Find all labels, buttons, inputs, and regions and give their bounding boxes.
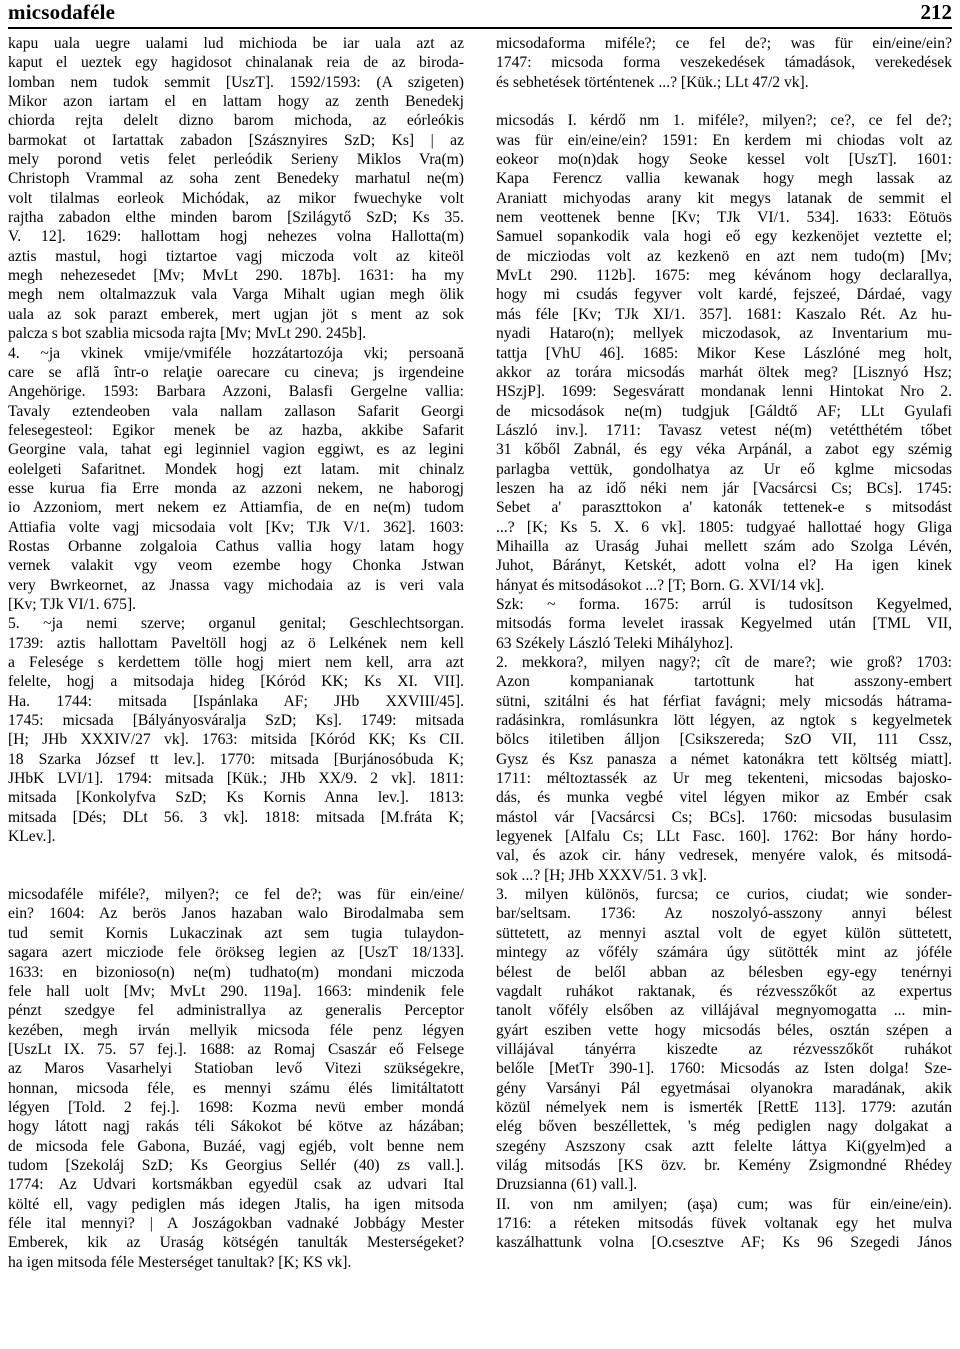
text-line: 18 Szarka József tt lev.]. 1770: mitsada [Burjánosóbuda K; <box>8 750 464 768</box>
text-line: és sebhetések történtenek ...? [Kük.; LLt 47/2 vk]. <box>496 73 809 91</box>
text-line: HSzjP]. 1699: Segesváratt mondanak lenni Hintokat Nro 2. <box>496 383 952 401</box>
text-line: Mihailla az Uraság Juhai mellett szám ado Szolga Lévén, <box>496 537 952 555</box>
text-line: 63 Székely László Teleki Mihályhoz]. <box>496 634 734 652</box>
text-line: aztis mastul, hogi tiztartoe vagj miczoda volt az kiteöl <box>8 247 464 265</box>
text-line: megh nem oltalmazzuk vala Varga Mihalt ugian megh ölik <box>8 286 464 304</box>
text-line: mitsodás forma levelet irassak Kegyelmed után [TML VII, <box>496 615 952 633</box>
text-line: radásinkra, romlásunkra lött légyen, az ngtok s kegyelmetek <box>496 712 952 730</box>
text-line: uala az sok parazt emberek, mert ugjan jöt s ment az sok <box>8 305 464 323</box>
text-line: Druzsianna (61) vall.]. <box>496 1176 638 1194</box>
text-line: 1747: micsoda forma veszekedések támadások, verekedések <box>496 54 952 72</box>
text-line: [H; JHb XXXIV/27 vk]. 1763: mitsida [Kóród KK; Ks CII. <box>8 731 464 749</box>
text-line: felelte, hogj a mitsodaja hideg [Kóród KK; Ks XI. VII]. <box>8 673 464 691</box>
text-line: dás, és munka vegbé vitel légyen mikor az Embér csak <box>496 789 952 807</box>
page-number: 212 <box>920 0 952 24</box>
text-line: Azon kompanianak tartottunk hat asszony-embert <box>496 673 952 691</box>
text-line: 3. milyen különös, furcsa; ce curios, ciudat; wie sonder- <box>496 886 952 904</box>
text-line: Tavaly eztendeoben vala nallam zallason Safarit Georgi <box>8 402 464 420</box>
text-line: Szk: ~ forma. 1675: arrúl is tudosítson Kegyelmed, <box>496 595 952 613</box>
text-line: volt tilalmas eorleok Michódak, az mikor fwuechyke volt <box>8 189 464 207</box>
text-line: micsodás I. kérdő nm 1. miféle?, milyen?; ce?, ce fel de?; <box>496 112 952 130</box>
text-line: Ha. 1744: mitsada [Ispánlaka AF; JHb XXVIII/45]. <box>8 692 464 710</box>
text-line: mintegy az vőfély számára úgy sütötték mint az jóféle <box>496 944 952 962</box>
text-line: szegény Aszszony csak aztt felelte láttya Ki(gyelm)ed a <box>496 1137 952 1155</box>
text-line: rajtha zabadon elthe minden barom [Szilágytő SzD; Ks 35. <box>8 209 464 227</box>
text-line: közül némelyek nem is ismerték [RettE 113]. 1779: azután <box>496 1098 952 1116</box>
text-line: süttetett, az mennyi asztal volt de egyet külön süttetett, <box>496 924 952 942</box>
text-line: elég bőven beszéllettek, 's még pediglen nagy dolgakat a <box>496 1118 952 1136</box>
text-line: bölcs itiletiben álljon [Csikszereda; SzO VII, 111 Cssz, <box>496 731 952 749</box>
text-line: MvLt 290. 112b]. 1675: meg kévánom hogy declarallya, <box>496 267 952 285</box>
text-line: a Felesége s kerdettem tölle hogj miert nem kell, arra azt <box>8 654 464 671</box>
text-line: költé ell, vagy pediglen más idegen Jtalis, ha igen mitsoda <box>8 1195 464 1213</box>
text-line: sütni, szitálni és hat férfiat favágni; mely micsodás hátrama- <box>496 692 952 710</box>
text-line: hogy látott nagj rakás téli Sákokot bé kötve az házában; <box>8 1118 464 1136</box>
text-line: 1711: méltoztassék az Ur meg tekenteni, micsodas bajosko- <box>496 770 952 788</box>
text-line: Sebet a' paraszttokon a' katonák tettenek-e s mitsodást <box>496 499 952 517</box>
text-line: 1716: a réteken mitsodás füvek voltanak egy het mulva <box>496 1214 952 1232</box>
text-line: kapu uala uegre ualami lud michioda be iar uala azt az <box>8 35 464 52</box>
text-line: legyenek [Alfalu Cs; LLt Fasc. 160]. 1762: Bor hány hordo- <box>496 828 952 846</box>
text-line: felesegesteol: Egikor menek be az hazba, akkibe Safarit <box>8 421 464 439</box>
text-line: mitsada [Dés; DLt 56. 3 vk]. 1818: mitsada [M.fráta K; <box>8 808 464 826</box>
page-header <box>8 0 952 28</box>
text-line: 4. ~ja vkinek vmije/vmiféle hozzátartozója vki; persoană <box>8 344 464 362</box>
text-line: mely porond vetis felet perleódik Serieny Miklos Vra(m) <box>8 151 464 169</box>
text-line: Georgine vala, tahat egi leginniel vagion eggiwt, es az legini <box>8 441 464 459</box>
text-line: V. 12]. 1629: hallottam hogj nehezes volna Hallotta(m) <box>8 228 464 246</box>
text-line: 2. mekkora?, milyen nagy?; cît de mare?; wie groß? 1703: <box>496 654 952 671</box>
text-line: László inv.]. 1711: Tavasz vetest né(m) vetétthétém tőbet <box>496 421 952 439</box>
text-line: Attiafia volte vagj micsodaia volt [Kv; TJk V/1. 362]. 1603: <box>8 518 464 536</box>
text-line: Christoph Vrammal az soha zent Benedeky marhatul ne(m) <box>8 170 464 188</box>
text-line: 1633: en bizonioso(n) ne(m) tudhato(m) mondani miczoda <box>8 963 464 981</box>
text-line: fele hall uolt [Mv; MvLt 290. 119a]. 1663: mindenik fele <box>8 982 464 1000</box>
header-rule <box>8 27 952 29</box>
text-line: akkor az torára micsodás marhát öltek meg? [Lisznyó Hsz; <box>496 363 952 381</box>
text-line: Samuel sopankodik vala hogi eő egy kezkenöjet veztette el; <box>496 228 952 246</box>
text-line: tanolt vőfély elsőben az villájával megnyomogatta ... min- <box>496 1002 952 1020</box>
text-line: Emberek, kik az Uraság kötségén tanulták Mesterségeket? <box>8 1234 464 1252</box>
text-line: belőle [MetTr 390-1]. 1760: Micsodás az Isten dolga! Sze- <box>496 1060 952 1078</box>
text-line: val, és azok cir. hány vedresek, menyére valok, és mitsodá- <box>496 847 952 865</box>
text-line: bélest de belől abban az bélesben egy-egy tenérnyi <box>496 963 952 981</box>
text-line: bar/seltsam. 1736: Az noszolyó-asszony annyi bélest <box>496 905 952 923</box>
text-line: sagara azert micziode fele örökseg legien az [UszT 18/133]. <box>8 944 464 962</box>
text-line: was für ein/eine/ein? 1591: En kerdem mi chiodas volt az <box>496 131 952 149</box>
text-line: mástol vár [Vacsárcsi Cs; BCs]. 1760: micsodas busulasim <box>496 808 952 826</box>
text-line: eolelgeti Safaritnet. Mondek hogj ezt latam. mit chinalz <box>8 460 464 478</box>
text-line: gény Varsányi Pál egyetmásai olyanokra maradának, akik <box>496 1079 952 1097</box>
text-line: honnan, micsoda féle, es mennyi számu élés limitáltatott <box>8 1079 464 1097</box>
text-line: palcza s bot szablia micsoda rajta [Mv; MvLt 290. 245b]. <box>8 325 367 343</box>
text-line: 1739: aztis hallottam Paveltöll hogj az ö Lelkének nem kell <box>8 634 464 652</box>
text-line: Mikor azon iartam el en lattam hogy az zenth Benedekj <box>8 93 464 111</box>
text-line: kaput el ueztek egy hagidosot chinalanak reia de az biroda- <box>8 54 464 72</box>
text-line: kaszálhattunk volna [O.csesztve AF; Ks 96 Szegedi János <box>496 1234 952 1252</box>
text-line: io Azzoniom, mert nekem ez Attiamfia, de en ne(m) tudom <box>8 499 464 517</box>
running-headword: micsodaféle <box>8 0 116 24</box>
text-line: parlagba vettük, gondolhatya az Ur eő kglme micsodas <box>496 460 952 478</box>
text-line: JHbK LVI/1]. 1794: mitsada [Kük.; JHb XX/9. 2 vk]. 1811: <box>8 770 464 788</box>
text-line: lomban nem tudok semmit [UszT]. 1592/1593: (A szigeten) <box>8 73 464 91</box>
text-line: 1774: Az Udvari kortsmákban egyedül csak az udvari Ital <box>8 1176 464 1194</box>
text-line: chiorda rejta delelt dizno barom michoda, az eórleókis <box>8 112 464 130</box>
text-line: az Maros Vasarhelyi Statioban levő Vitezi szükségekre, <box>8 1060 464 1078</box>
text-line: légyen [Told. 2 fej.]. 1698: Kozma nevü ember mondá <box>8 1098 464 1116</box>
text-line: mitsada [Konkolyfva SzD; Ks Kornis Anna lev.]. 1813: <box>8 789 464 807</box>
text-line: tud semit Kornis Lukaczinak azt sem tugia tulaydon- <box>8 924 464 942</box>
text-line: micsodaforma miféle?; ce fel de?; was für ein/eine/ein? <box>496 35 952 52</box>
text-line: féle ital mennyi? | A Joszágokban vadnaké Jobbágy Mester <box>8 1214 464 1232</box>
text-line: villájával tányérra kiszedte az rézvesszőkőt ruhákot <box>496 1040 952 1058</box>
text-line: de micsoda fele Gabona, Buzáé, vagj egjéb, volt benne nem <box>8 1137 464 1155</box>
text-line: 31 kőből Zabnál, és egy véka Arpánál, a zabot egy szémig <box>496 441 952 459</box>
text-line: 1745: micsada [Bályányosváralja SzD; Ks]. 1749: mitsada <box>8 712 464 730</box>
text-line: Araniatt michyodas arany kit megys latanak de semmit el <box>496 189 952 207</box>
text-line: leszen ha az idő néki nem jár [Vacsárcsi Cs; BCs]. 1745: <box>496 479 952 497</box>
text-line: [Kv; TJk VI/1. 675]. <box>8 595 137 613</box>
text-line: [UszLt IX. 75. 57 fej.]. 1688: az Romaj Csaszár eő Felsege <box>8 1040 464 1058</box>
text-line: nem veottenek benne [Kv; TJk VI/1. 534]. 1633: Eötuös <box>496 209 952 227</box>
text-line: ...? [K; Ks 5. X. 6 vk]. 1805: tudgyaé hallottaé hogy Gliga <box>496 518 952 536</box>
text-line: eokeor mo(n)dak hogy Seoke kessel volt [UszT]. 1601: <box>496 151 952 169</box>
text-line: Juhot, Bárányt, Ketskét, adott volna el? Ha igen kinek <box>496 557 952 575</box>
text-line: kezében, megh irván mellyik micsoda féle penz légyen <box>8 1021 464 1039</box>
text-line: de micziodas volt az kezkenö en azt nem tudo(m) [Mv; <box>496 247 952 265</box>
text-line: very Bwrkeornet, az Jnassa vagy michodaia az is veri vala <box>8 576 464 594</box>
text-line: tattja [VhU 46]. 1685: Mikor Kese Lászlóné meg holt, <box>496 344 952 362</box>
text-line: pénzt szedgye fel administrallya az generalis Perceptor <box>8 1002 464 1020</box>
right-column <box>496 34 952 1253</box>
text-line: tudom [Szekoláj SzD; Ks Georgius Sellér (40) zs vall.]. <box>8 1156 464 1174</box>
paragraph-gap <box>8 846 464 865</box>
text-line: Kapa Ferencz vallia kewanak hogy megh lassak az <box>496 170 952 188</box>
paragraph-gap <box>496 92 952 111</box>
text-line: micsodaféle miféle?, milyen?; ce fel de?; was für ein/eine/ <box>8 886 464 904</box>
text-line: de micsodások ne(m) tudgjuk [Gáldtő AF; LLt Gyulafi <box>496 402 952 420</box>
paragraph-gap <box>8 866 464 885</box>
text-line: barmokat ot Iartattak zabadon [Szásznyires SzD; Ks] | az <box>8 131 464 149</box>
text-line: II. von nm amilyen; (aşa) cum; was für ein/eine/ein). <box>496 1195 952 1213</box>
text-line: esse kurua fia Erre monda az azzoni nekem, ne haborogj <box>8 479 464 497</box>
text-line: nyadi Hataro(n); mellyek miczodasok, az Inventarium mu- <box>496 325 952 343</box>
text-line: vernek valakit vgy veom ezembe hogy Chonka Jstwan <box>8 557 464 575</box>
text-line: 5. ~ja nemi szerve; organul genital; Geschlechtsorgan. <box>8 615 464 633</box>
text-line: ha igen mitsoda féle Mesterséget tanultak? [K; KS vk]. <box>8 1253 352 1271</box>
text-line: más féle [Kv; TJk XI/1. 357]. 1681: Kaszalo Rét. Az hu- <box>496 305 952 323</box>
text-line: ein? 1604: Az berös Janos hazaban walo Birodalmaba sem <box>8 905 464 923</box>
text-line: sok ...? [H; JHb XXXV/51. 3 vk]. <box>496 866 707 884</box>
text-line: hányat és mitsodásokot ...? [T; Born. G. XVI/14 vk]. <box>496 576 825 594</box>
text-line: világ mitsodás [KS özv. br. Kemény Zsigmondné Rhédey <box>496 1156 952 1174</box>
text-line: Angehörige. 1593: Barbara Azzoni, Balasfi Gergelne vallia: <box>8 383 464 401</box>
text-line: vagdalt ruhákot raktanak, és rézvesszőkőt az expertus <box>496 982 952 1000</box>
text-line: care se află într-o relaţie oarecare cu cineva; js irgendeine <box>8 363 464 381</box>
text-line: Rostas Orbanne zolgaloia Cathus vallia hogy latam hogy <box>8 537 464 555</box>
left-column <box>8 34 464 1272</box>
text-line: hogy mi csudás fegyver volt kardé, fejszeé, Dárdaé, vagy <box>496 286 952 304</box>
text-line: Gysz és Ksz panasza a német katonákra tett költség miatt]. <box>496 750 952 768</box>
text-line: KLev.]. <box>8 828 56 846</box>
text-line: gyárt esziben vette hogy micsodás béles, osztán szépen a <box>496 1021 952 1039</box>
text-line: megh nehezesedet [Mv; MvLt 290. 187b]. 1631: ha my <box>8 267 464 285</box>
